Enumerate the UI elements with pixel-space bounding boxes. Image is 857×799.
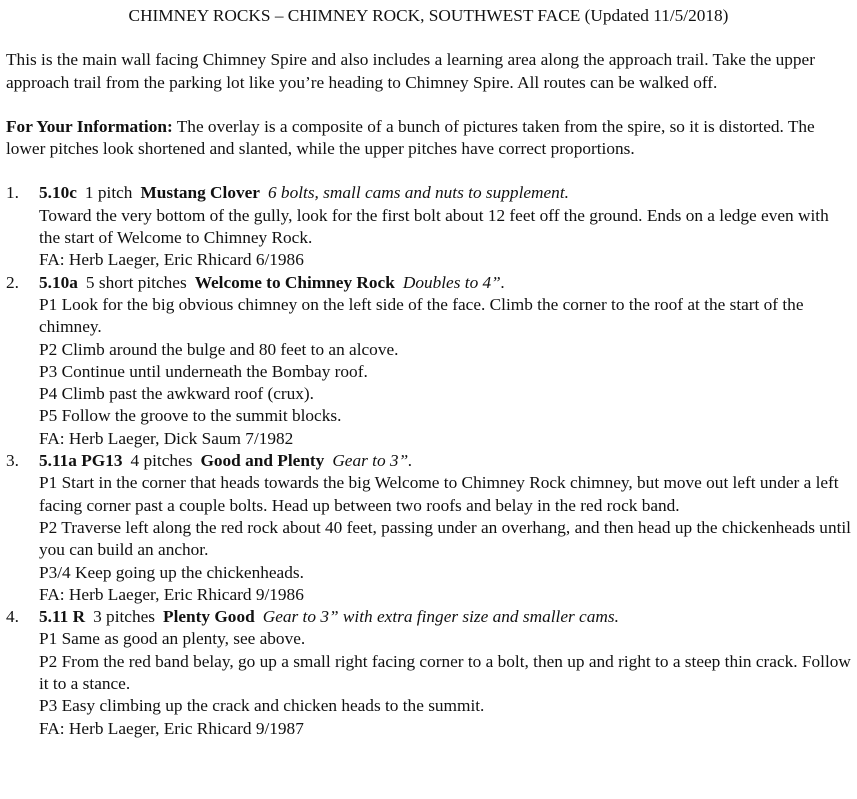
pitch-description: P3/4 Keep going up the chickenheads.	[39, 562, 304, 582]
pitch-description: P2 From the red band belay, go up a small right facing corner to a bolt, then up and right to a steep thin crack. Follow it to a stance.	[39, 651, 851, 694]
route-header	[39, 450, 851, 472]
route-grade: 5.10a	[39, 272, 78, 292]
route-entry	[6, 182, 851, 271]
route-header	[39, 272, 851, 294]
route-list	[6, 182, 851, 739]
route-pitch-count: 1 pitch	[84, 183, 133, 203]
pitch-description: P3 Continue until underneath the Bombay roof.	[39, 361, 368, 381]
pitch-description: P3 Easy climbing up the crack and chicken heads to the summit.	[39, 696, 485, 716]
route-number: 1.	[6, 183, 19, 203]
route-grade: 5.10c	[39, 183, 77, 203]
pitch-description: P1 Look for the big obvious chimney on the left side of the face. Climb the corner to the roof at the start of the chimney.	[39, 294, 804, 337]
route-grade: 5.11 R	[39, 607, 86, 627]
fyi-text: The overlay is a composite of a bunch of pictures taken from the spire, so it is distorted. The lower pitches look shortened and slanted, while the upper pitches have correct proportions.	[6, 116, 815, 159]
route-grade: 5.11a PG13	[39, 451, 123, 471]
intro-paragraph: This is the main wall facing Chimney Spire and also includes a learning area along the approach trail. Take the upper approach trail from the parking lot like you’re heading to Chimney Spire. All routes can be walked off.	[6, 50, 815, 92]
route-name: Plenty Good	[163, 607, 255, 627]
route-header	[39, 606, 851, 628]
route-gear: Doubles to 4”.	[402, 272, 506, 292]
pitch-description: P4 Climb past the awkward roof (crux).	[39, 384, 314, 404]
fyi-paragraph	[6, 116, 851, 161]
route-gear: Gear to 3” with extra finger size and smaller cams.	[262, 607, 619, 627]
route-number: 4.	[6, 607, 19, 627]
route-header	[39, 182, 851, 204]
pitch-description: P5 Follow the groove to the summit blocks.	[39, 406, 342, 426]
route-gear: Gear to 3”.	[332, 451, 413, 471]
fyi-label: For Your Information:	[6, 116, 173, 136]
first-ascent: FA: Herb Laeger, Eric Rhicard 6/1986	[39, 250, 304, 270]
first-ascent: FA: Herb Laeger, Eric Rhicard 9/1986	[39, 584, 304, 604]
route-entry	[6, 450, 851, 606]
pitch-description: P2 Traverse left along the red rock about 40 feet, passing under an overhang, and then head up the chickenheads until you can build an anchor.	[39, 517, 851, 560]
route-name: Good and Plenty	[200, 451, 325, 471]
document-title: CHIMNEY ROCKS – CHIMNEY ROCK, SOUTHWEST FACE (Updated 11/5/2018)	[128, 6, 729, 25]
route-name: Mustang Clover	[140, 183, 260, 203]
route-pitch-count: 5 short pitches	[85, 272, 187, 292]
pitch-description: P1 Same as good an plenty, see above.	[39, 629, 306, 649]
route-number: 3.	[6, 451, 19, 471]
first-ascent: FA: Herb Laeger, Eric Rhicard 9/1987	[39, 718, 304, 738]
route-number: 2.	[6, 272, 19, 292]
route-entry	[6, 606, 851, 740]
first-ascent: FA: Herb Laeger, Dick Saum 7/1982	[39, 428, 294, 448]
route-pitch-count: 3 pitches	[93, 607, 156, 627]
route-name: Welcome to Chimney Rock	[194, 272, 395, 292]
pitch-description: Toward the very bottom of the gully, look for the first bolt about 12 feet off the ground. Ends on a ledge even with the start of Welcome to Chimney Rock.	[39, 205, 829, 248]
route-pitch-count: 4 pitches	[130, 451, 193, 471]
pitch-description: P2 Climb around the bulge and 80 feet to an alcove.	[39, 339, 399, 359]
route-gear: 6 bolts, small cams and nuts to supplement.	[267, 183, 569, 203]
pitch-description: P1 Start in the corner that heads towards the big Welcome to Chimney Rock chimney, but move out left under a left facing corner past a couple bolts. Head up between two roofs and belay in the red rock band.	[39, 473, 839, 515]
route-entry	[6, 272, 851, 450]
